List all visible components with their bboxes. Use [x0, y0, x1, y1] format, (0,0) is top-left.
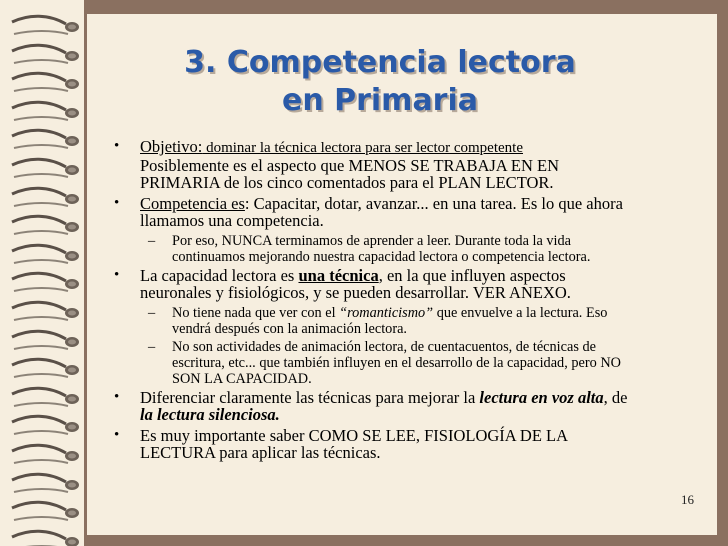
- binding-ring-icon: [4, 384, 82, 414]
- emphasis: lectura en voz alta: [479, 388, 604, 407]
- bullet-competencia: [108, 195, 698, 229]
- binding-ring-icon: [4, 298, 82, 328]
- bullet-text: dominar la técnica lectora para ser lector competente: [202, 140, 523, 156]
- bullet-text: Es muy importante saber COMO SE LEE, FISIOLOGÍA DE LA: [140, 426, 569, 445]
- sub-bullet-text: continuamos mejorando nuestra capacidad lectora o competencia lectora.: [172, 249, 591, 265]
- binding-ring-icon: [4, 212, 82, 242]
- dash: –: [148, 233, 156, 249]
- binding-ring-icon: [4, 155, 82, 185]
- bullet-text: llamamos una competencia.: [140, 211, 324, 230]
- page-number: 16: [681, 492, 694, 507]
- binding-ring-icon: [4, 412, 82, 442]
- spiral-binding: [0, 0, 86, 546]
- sub-bullet-text: SON LA CAPACIDAD.: [172, 371, 312, 387]
- binding-ring-icon: [4, 69, 82, 99]
- bullet-label: Competencia es: [140, 194, 245, 213]
- bullet-text: LECTURA para aplicar las técnicas.: [140, 443, 381, 462]
- binding-ring-icon: [4, 327, 82, 357]
- bullet-dot: •: [114, 267, 120, 283]
- sub-bullet-text: que envuelve a la lectura. Eso: [433, 305, 608, 321]
- binding-ring-icon: [4, 98, 82, 128]
- frame-top: [86, 0, 728, 14]
- bullet-objetivo: [108, 138, 698, 191]
- binding-ring-icon: [4, 241, 82, 271]
- bullet-text: , en la que influyen aspectos: [378, 266, 566, 285]
- frame-left: [84, 0, 87, 546]
- bullet-text: : Capacitar, dotar, avanzar... en una tarea. Es lo que ahora: [244, 194, 623, 213]
- sub-bullet: [108, 233, 698, 265]
- binding-ring-icon: [4, 441, 82, 471]
- emphasis: una técnica: [298, 266, 379, 285]
- sub-bullet-text: escritura, etc... que también influyen en el desarrollo de la capacidad, pero NO: [172, 355, 621, 371]
- binding-ring-icon: [4, 184, 82, 214]
- sub-bullet-text: Por eso, NUNCA terminamos de aprender a leer. Durante toda la vida: [172, 233, 571, 249]
- binding-ring-icon: [4, 269, 82, 299]
- bullet-dot: •: [114, 195, 120, 211]
- sub-bullet-text: No tiene nada que ver con el: [172, 305, 340, 321]
- slide-title: [120, 44, 640, 120]
- bullet-dot: •: [114, 427, 120, 443]
- bullet-text: neuronales y fisiológicos, y se pueden desarrollar. VER ANEXO.: [140, 283, 571, 302]
- dash: –: [148, 305, 156, 321]
- binding-ring-icon: [4, 12, 82, 42]
- bullet-capacidad: [108, 267, 698, 301]
- bullet-dot: •: [114, 389, 120, 405]
- bullet-text: Diferenciar claramente las técnicas para mejorar la: [140, 388, 480, 407]
- binding-ring-icon: [4, 126, 82, 156]
- binding-ring-icon: [4, 355, 82, 385]
- bullet-text: La capacidad lectora es: [140, 266, 299, 285]
- title-line1: 3. Competencia lectora: [184, 45, 576, 80]
- title-line2: en Primaria: [281, 83, 479, 118]
- emphasis: “romanticismo”: [339, 305, 434, 321]
- sub-bullet-text: No son actividades de animación lectora, de cuentacuentos, de técnicas de: [172, 339, 596, 355]
- bullet-text: Posiblemente es el aspecto que MENOS SE TRABAJA EN EN: [140, 156, 560, 175]
- bullet-text: PRIMARIA de los cinco comentados para el PLAN LECTOR.: [140, 173, 554, 192]
- sub-bullet: [108, 339, 698, 387]
- dash: –: [148, 339, 156, 355]
- emphasis: la lectura silenciosa.: [140, 405, 280, 424]
- sub-bullet-text: vendrá después con la animación lectora.: [172, 321, 408, 337]
- bullet-importante: [108, 427, 698, 461]
- bullet-diferenciar: [108, 389, 698, 423]
- binding-ring-icon: [4, 527, 82, 546]
- bullet-text: , de: [603, 388, 628, 407]
- sub-bullet: [108, 305, 698, 337]
- binding-ring-icon: [4, 41, 82, 71]
- bullet-list: [108, 138, 698, 465]
- frame-right: [717, 0, 728, 546]
- bullet-dot: •: [114, 138, 120, 154]
- binding-ring-icon: [4, 498, 82, 528]
- frame-bottom: [86, 535, 728, 546]
- binding-ring-icon: [4, 470, 82, 500]
- bullet-label: Objetivo:: [140, 137, 203, 156]
